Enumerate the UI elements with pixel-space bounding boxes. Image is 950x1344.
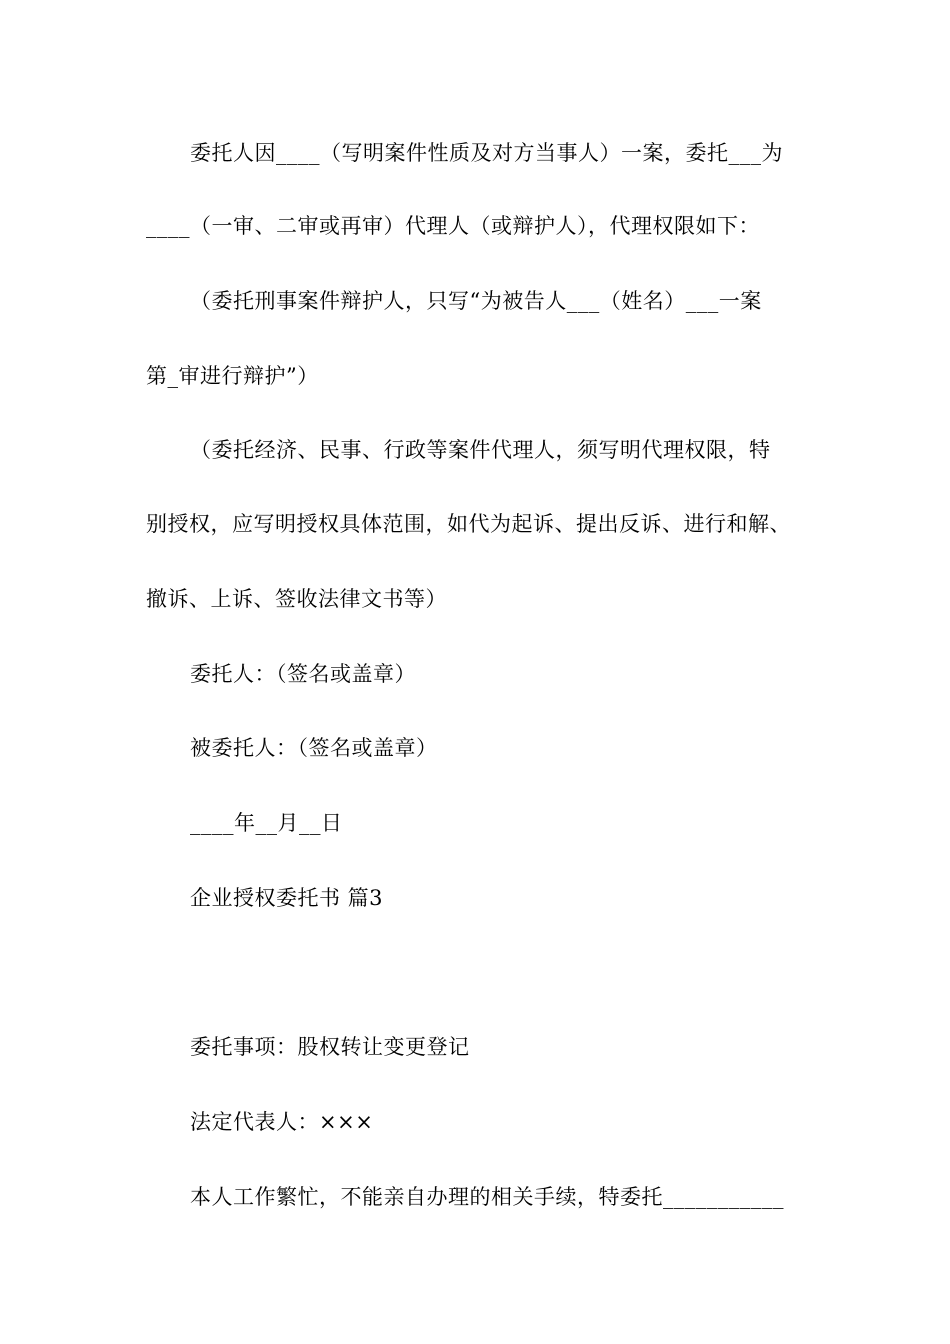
paragraph-criminal-note: （委托刑事案件辩护人，只写“为被告人___（姓名）___一案 (190, 289, 762, 313)
section-title: 企业授权委托书 篇3 (190, 886, 384, 910)
entrusted-matter-line: 委托事项：股权转让变更登记 (190, 1035, 470, 1059)
paragraph-entrust-case: 委托人因____（写明案件性质及对方当事人）一案，委托___为 (190, 141, 783, 165)
principal-signature-line: 委托人：（签名或盖章） (190, 662, 416, 686)
paragraph-criminal-note-cont: 第_审进行辩护”） (146, 364, 319, 388)
legal-representative-line: 法定代表人：××× (190, 1110, 374, 1134)
paragraph-civil-note-cont: 别授权，应写明授权具体范围，如代为起诉、提出反诉、进行和解、 (146, 512, 791, 536)
paragraph-civil-note-end: 撤诉、上诉、签收法律文书等） (146, 587, 447, 611)
date-line: ____年__月__日 (190, 811, 343, 835)
paragraph-entrust-case-cont: ____（一审、二审或再审）代理人（或辩护人），代理权限如下： (146, 214, 760, 238)
entrust-statement-line: 本人工作繁忙，不能亲自办理的相关手续，特委托___________ (190, 1185, 784, 1209)
agent-signature-line: 被委托人：（签名或盖章） (190, 736, 438, 760)
paragraph-civil-note: （委托经济、民事、行政等案件代理人，须写明代理权限，特 (190, 438, 771, 462)
